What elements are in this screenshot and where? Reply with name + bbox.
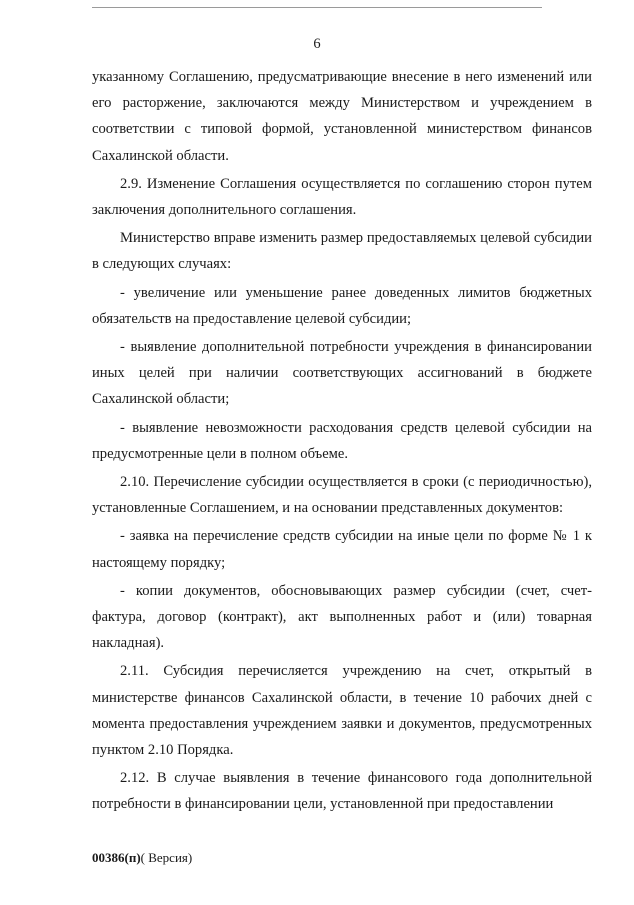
paragraph: - заявка на перечисление средств субсидии на иные цели по форме № 1 к настоящему порядку;: [92, 528, 592, 571]
paragraph: 2.10. Перечисление субсидии осуществляется в сроки (с периодичностью), установленные Соглашением, и на основании представленных документов:: [92, 474, 592, 517]
document-code: 00386(п): [92, 850, 141, 865]
paragraph: 2.12. В случае выявления в течение финансового года дополнительной потребности в финансировании цели, установленной при предоставлении: [92, 770, 592, 813]
document-footer: [92, 850, 192, 866]
paragraph: 2.11. Субсидия перечисляется учреждению на счет, открытый в министерстве финансов Сахалинской области, в течение 10 рабочих дней с момента предоставления учреждением заявки и документов, предусмотренных пунктом 2.10 Порядка.: [92, 663, 592, 759]
paragraph: - выявление дополнительной потребности учреждения в финансировании иных целей при наличии соответствующих ассигнований в бюджете Сахалинской области;: [92, 339, 592, 408]
document-version: ( Версия): [140, 850, 193, 865]
paragraph: 2.9. Изменение Соглашения осуществляется по соглашению сторон путем заключения дополнительного соглашения.: [92, 175, 592, 219]
paragraph: - увеличение или уменьшение ранее доведенных лимитов бюджетных обязательств на предоставление целевой субсидии;: [92, 284, 592, 327]
paragraph: указанному Соглашению, предусматривающие внесение в него изменений или его расторжение, заключаются между Министерством и учреждением в соответствии с типовой формой, установленной министерством финансов Сахалинской области.: [92, 69, 592, 164]
page-number: 6: [313, 36, 321, 52]
document-body: [92, 64, 592, 818]
paragraph: - копии документов, обосновывающих размер субсидии (счет, счет-фактура, договор (контракт), акт выполненных работ и (или) товарная накладная).: [92, 582, 592, 652]
paragraph: - выявление невозможности расходования средств целевой субсидии на предусмотренные цели в полном объеме.: [92, 419, 592, 462]
top-rule: [92, 7, 542, 8]
paragraph: Министерство вправе изменить размер предоставляемых целевой субсидии в следующих случаях:: [92, 230, 592, 273]
